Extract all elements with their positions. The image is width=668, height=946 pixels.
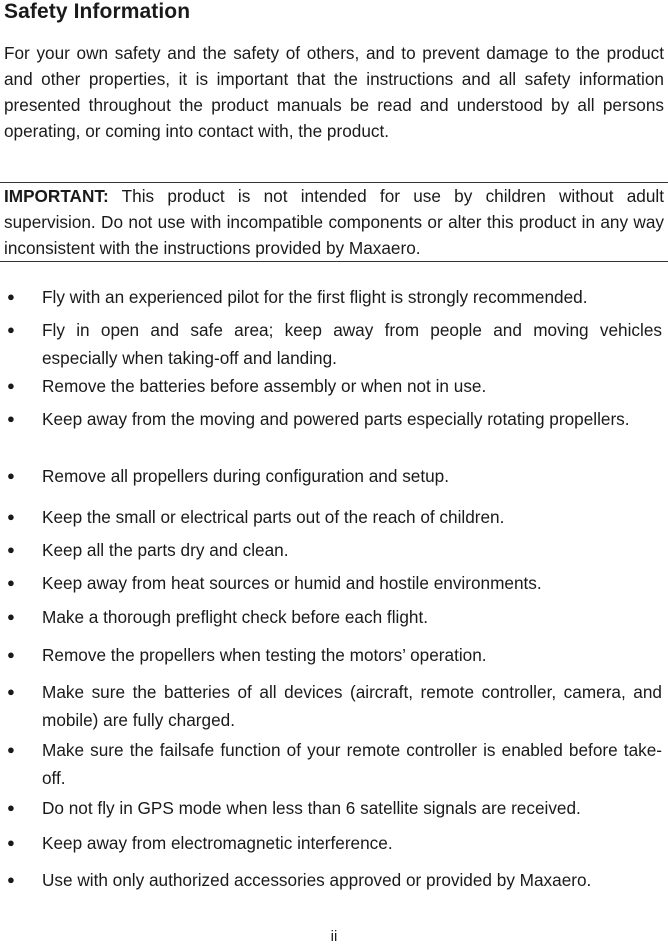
list-item-text: Make a thorough preflight check before each flight. [42,607,428,627]
list-item-text: Keep away from the moving and powered parts especially rotating propellers. [42,409,630,429]
bullet-icon: ● [7,322,15,337]
bullet-icon: ● [7,800,15,815]
intro-paragraph: For your own safety and the safety of others, and to prevent damage to the product and other properties, it is important that the instructions and all safety information presented throughout the product manuals be read and understood by all persons operating, or coming into contact with, the product. [4,43,664,141]
list-item-text: Keep away from heat sources or humid and hostile environments. [42,573,542,593]
list-item-text: Keep away from electromagnetic interference. [42,833,393,853]
bullet-icon: ● [7,289,15,304]
bullet-icon: ● [7,609,15,624]
bullet-icon: ● [7,542,15,557]
important-notice [4,183,664,261]
important-label: IMPORTANT: [4,186,109,206]
list-item-text: Make sure the failsafe function of your remote controller is enabled before take-off. [42,740,662,788]
page-number: ii [330,928,338,945]
page-title: Safety Information [4,0,191,23]
bullet-icon: ● [7,684,15,699]
bullet-icon: ● [7,872,15,887]
list-item-text: Make sure the batteries of all devices (aircraft, remote controller, camera, and mobile) are fully charged. [42,682,662,730]
list-item-text: Fly in open and safe area; keep away from people and moving vehicles especially when taking-off and landing. [42,320,662,368]
bullet-icon: ● [7,468,15,483]
list-item-text: Do not fly in GPS mode when less than 6 satellite signals are received. [42,798,581,818]
list-item-text: Fly with an experienced pilot for the first flight is strongly recommended. [42,287,588,307]
list-item-text: Keep all the parts dry and clean. [42,540,289,560]
list-item-text: Keep the small or electrical parts out of the reach of children. [42,507,505,527]
list-item-text: Remove the batteries before assembly or when not in use. [42,376,487,396]
divider-bottom [0,261,668,262]
list-item-text: Remove all propellers during configuration and setup. [42,466,450,486]
bullet-icon: ● [7,411,15,426]
bullet-icon: ● [7,647,15,662]
list-item-text: Use with only authorized accessories approved or provided by Maxaero. [42,870,592,890]
bullet-icon: ● [7,835,15,850]
bullet-icon: ● [7,378,15,393]
bullet-icon: ● [7,575,15,590]
bullet-icon: ● [7,742,15,757]
important-text: This product is not intended for use by children without adult supervision. Do not use with incompatible components or alter this product in any way inconsistent with the instructions provided by Maxaero. [4,186,664,258]
bullet-icon: ● [7,509,15,524]
list-item-text: Remove the propellers when testing the motors’ operation. [42,645,487,665]
